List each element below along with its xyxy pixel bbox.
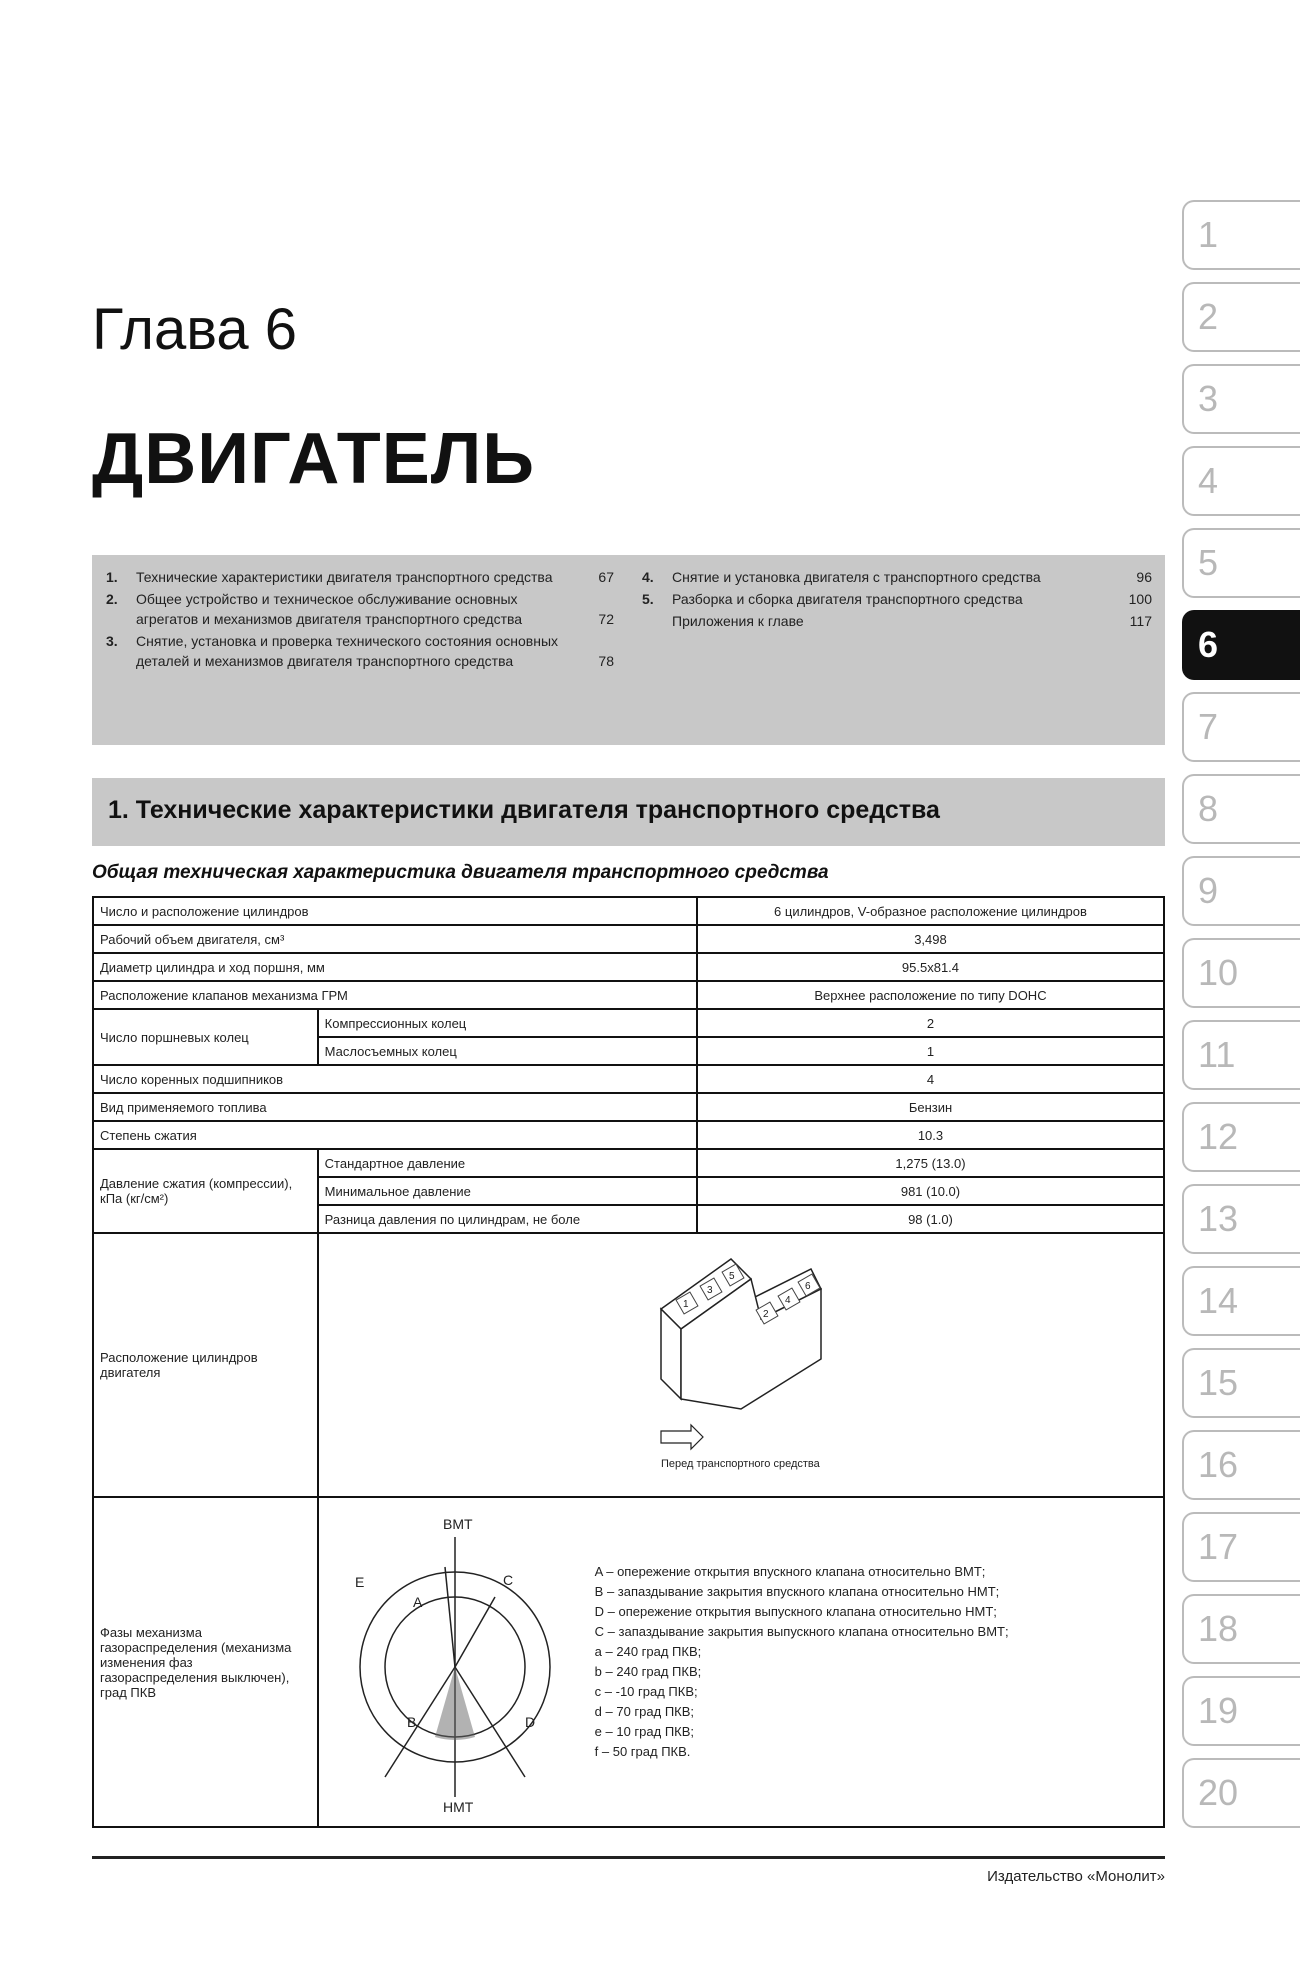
phase-label-a: A xyxy=(412,1594,423,1610)
chapter-tab-18[interactable]: 18 xyxy=(1182,1594,1300,1664)
toc-left-column xyxy=(106,567,614,673)
cylinder-number: 6 xyxy=(804,1280,811,1292)
cell-value: 1,275 (13.0) xyxy=(697,1149,1164,1177)
cylinder-number: 5 xyxy=(728,1270,735,1282)
cell-label: Число поршневых колец xyxy=(93,1009,318,1065)
cell-label: Число и расположение цилиндров xyxy=(93,897,697,925)
phase-legend xyxy=(585,1562,1009,1762)
table-row xyxy=(93,1009,1164,1037)
cell-label: Вид применяемого топлива xyxy=(93,1093,697,1121)
cylinder-number: 3 xyxy=(706,1284,713,1296)
chapter-tab-12[interactable]: 12 xyxy=(1182,1102,1300,1172)
cell-value: 98 (1.0) xyxy=(697,1205,1164,1233)
cell-value: 10.3 xyxy=(697,1121,1164,1149)
toc-page: 67 xyxy=(598,569,614,585)
table-row xyxy=(93,981,1164,1009)
phase-label-c: C xyxy=(502,1572,513,1588)
cell-value: Бензин xyxy=(697,1093,1164,1121)
toc-item[interactable] xyxy=(642,589,1152,609)
cell-value: 2 xyxy=(697,1009,1164,1037)
toc-item[interactable] xyxy=(106,567,614,587)
legend-line: b – 240 град ПКВ; xyxy=(594,1664,702,1679)
cell-value: 3,498 xyxy=(697,925,1164,953)
legend-line: A – опережение открытия впускного клапана относительно ВМТ; xyxy=(594,1564,986,1579)
toc-number xyxy=(642,611,672,631)
front-arrow-icon xyxy=(661,1425,703,1449)
chapter-tabs xyxy=(1182,200,1300,1840)
toc-number: 3. xyxy=(106,633,118,649)
chapter-tab-3[interactable]: 3 xyxy=(1182,364,1300,434)
legend-line: e – 10 град ПКВ; xyxy=(594,1724,695,1739)
toc-number: 1. xyxy=(106,569,118,585)
valve-timing-diagram xyxy=(325,1507,585,1817)
cylinder-number: 1 xyxy=(682,1298,689,1310)
cylinder-number: 4 xyxy=(784,1294,791,1306)
cell-sublabel: Разница давления по цилиндрам, не боле xyxy=(318,1205,697,1233)
publisher-label: Издательство «Монолит» xyxy=(987,1868,1165,1885)
toc-item[interactable] xyxy=(106,589,614,629)
chapter-label: Глава 6 xyxy=(92,297,298,362)
toc-page: 72 xyxy=(598,611,614,627)
legend-line: d – 70 град ПКВ; xyxy=(594,1704,695,1719)
table-row xyxy=(93,897,1164,925)
cylinder-layout-cell xyxy=(318,1233,1164,1497)
cell-label: Степень сжатия xyxy=(93,1121,697,1149)
front-caption: Перед транспортного средства xyxy=(660,1457,820,1470)
table-row xyxy=(93,1065,1164,1093)
chapter-tab-17[interactable]: 17 xyxy=(1182,1512,1300,1582)
table-row xyxy=(93,925,1164,953)
table-of-contents xyxy=(92,555,1165,745)
footer-divider xyxy=(92,1856,1165,1859)
chapter-tab-4[interactable]: 4 xyxy=(1182,446,1300,516)
toc-page: 78 xyxy=(598,653,614,669)
toc-text: Технические характеристики двигателя транспортного средства 67 xyxy=(136,569,614,585)
toc-item[interactable] xyxy=(642,567,1152,587)
cell-value: 1 xyxy=(697,1037,1164,1065)
toc-page: 100 xyxy=(1128,591,1152,607)
chapter-tab-9[interactable]: 9 xyxy=(1182,856,1300,926)
cell-sublabel: Стандартное давление xyxy=(318,1149,697,1177)
cell-value: 6 цилиндров, V-образное расположение цилиндров xyxy=(697,897,1164,925)
table-row xyxy=(93,1121,1164,1149)
spec-table xyxy=(92,896,1165,1828)
section-title: 1. Технические характеристики двигателя транспортного средства xyxy=(108,796,940,824)
cell-value: Верхнее расположение по типу DOHC xyxy=(697,981,1164,1009)
chapter-title: ДВИГАТЕЛЬ xyxy=(92,419,536,499)
toc-text: Разборка и сборка двигателя транспортного средства 100 xyxy=(672,591,1152,607)
chapter-tab-14[interactable]: 14 xyxy=(1182,1266,1300,1336)
chapter-tab-16[interactable]: 16 xyxy=(1182,1430,1300,1500)
toc-text: Приложения к главе 117 xyxy=(672,613,1152,629)
table-row xyxy=(93,1233,1164,1497)
cell-label: Расположение цилиндров двигателя xyxy=(93,1233,318,1497)
cell-label: Диаметр цилиндра и ход поршня, мм xyxy=(93,953,697,981)
legend-line: f – 50 град ПКВ. xyxy=(594,1744,691,1759)
legend-line: c – -10 град ПКВ; xyxy=(594,1684,698,1699)
cell-sublabel: Компрессионных колец xyxy=(318,1009,697,1037)
table-row xyxy=(93,953,1164,981)
toc-number: 4. xyxy=(642,569,654,585)
engine-block-diagram xyxy=(621,1239,861,1489)
table-row xyxy=(93,1497,1164,1827)
valve-timing-cell xyxy=(318,1497,1164,1827)
chapter-tab-10[interactable]: 10 xyxy=(1182,938,1300,1008)
legend-line: C – запаздывание закрытия выпускного клапана относительно ВМТ; xyxy=(594,1624,1009,1639)
chapter-tab-11[interactable]: 11 xyxy=(1182,1020,1300,1090)
toc-number: 5. xyxy=(642,591,654,607)
phase-label-d: D xyxy=(524,1714,535,1730)
chapter-tab-8[interactable]: 8 xyxy=(1182,774,1300,844)
toc-item[interactable] xyxy=(106,631,614,671)
cell-label: Фазы механизма газораспределения (механизма изменения фаз газораспределения выключен), град ПКВ xyxy=(93,1497,318,1827)
legend-line: D – опережение открытия выпускного клапана относительно НМТ; xyxy=(594,1604,997,1619)
chapter-tab-20[interactable]: 20 xyxy=(1182,1758,1300,1828)
legend-line: B – запаздывание закрытия впускного клапана относительно НМТ; xyxy=(594,1584,1000,1599)
cell-label: Число коренных подшипников xyxy=(93,1065,697,1093)
table-row xyxy=(93,1093,1164,1121)
chapter-tab-7[interactable]: 7 xyxy=(1182,692,1300,762)
chapter-tab-2[interactable]: 2 xyxy=(1182,282,1300,352)
toc-page: 96 xyxy=(1136,569,1152,585)
phase-label-e: E xyxy=(354,1574,365,1590)
cell-value: 95.5x81.4 xyxy=(697,953,1164,981)
table-caption: Общая техническая характеристика двигателя транспортного средства xyxy=(92,862,829,883)
toc-number: 2. xyxy=(106,591,118,607)
chapter-tab-6[interactable]: 6 xyxy=(1182,610,1300,680)
table-row xyxy=(93,1149,1164,1177)
chapter-tab-15[interactable]: 15 xyxy=(1182,1348,1300,1418)
cell-label: Расположение клапанов механизма ГРМ xyxy=(93,981,697,1009)
cell-value: 4 xyxy=(697,1065,1164,1093)
cell-label: Давление сжатия (компрессии), кПа (кг/см²) xyxy=(93,1149,318,1233)
chapter-tab-19[interactable]: 19 xyxy=(1182,1676,1300,1746)
toc-text: Общее устройство и техническое обслуживание основных агрегатов и механизмов двигателя транспортного средства 72 xyxy=(136,591,614,627)
toc-text: Снятие, установка и проверка технического состояния основных деталей и механизмов двигателя транспортного средства 78 xyxy=(136,633,614,669)
cell-sublabel: Маслосъемных колец xyxy=(318,1037,697,1065)
cell-sublabel: Минимальное давление xyxy=(318,1177,697,1205)
cylinder-number: 2 xyxy=(762,1308,769,1320)
toc-item[interactable] xyxy=(642,611,1152,631)
cell-label: Рабочий объем двигателя, см³ xyxy=(93,925,697,953)
section-header xyxy=(92,778,1165,846)
toc-text: Снятие и установка двигателя с транспортного средства 96 xyxy=(672,569,1152,585)
tdc-label: ВМТ xyxy=(442,1516,473,1532)
chapter-tab-5[interactable]: 5 xyxy=(1182,528,1300,598)
toc-right-column xyxy=(642,567,1152,633)
cell-value: 981 (10.0) xyxy=(697,1177,1164,1205)
toc-page: 117 xyxy=(1129,613,1152,629)
chapter-tab-13[interactable]: 13 xyxy=(1182,1184,1300,1254)
legend-line: a – 240 град ПКВ; xyxy=(594,1644,702,1659)
chapter-tab-1[interactable]: 1 xyxy=(1182,200,1300,270)
bdc-label: НМТ xyxy=(442,1799,473,1815)
phase-label-b: B xyxy=(406,1714,417,1730)
